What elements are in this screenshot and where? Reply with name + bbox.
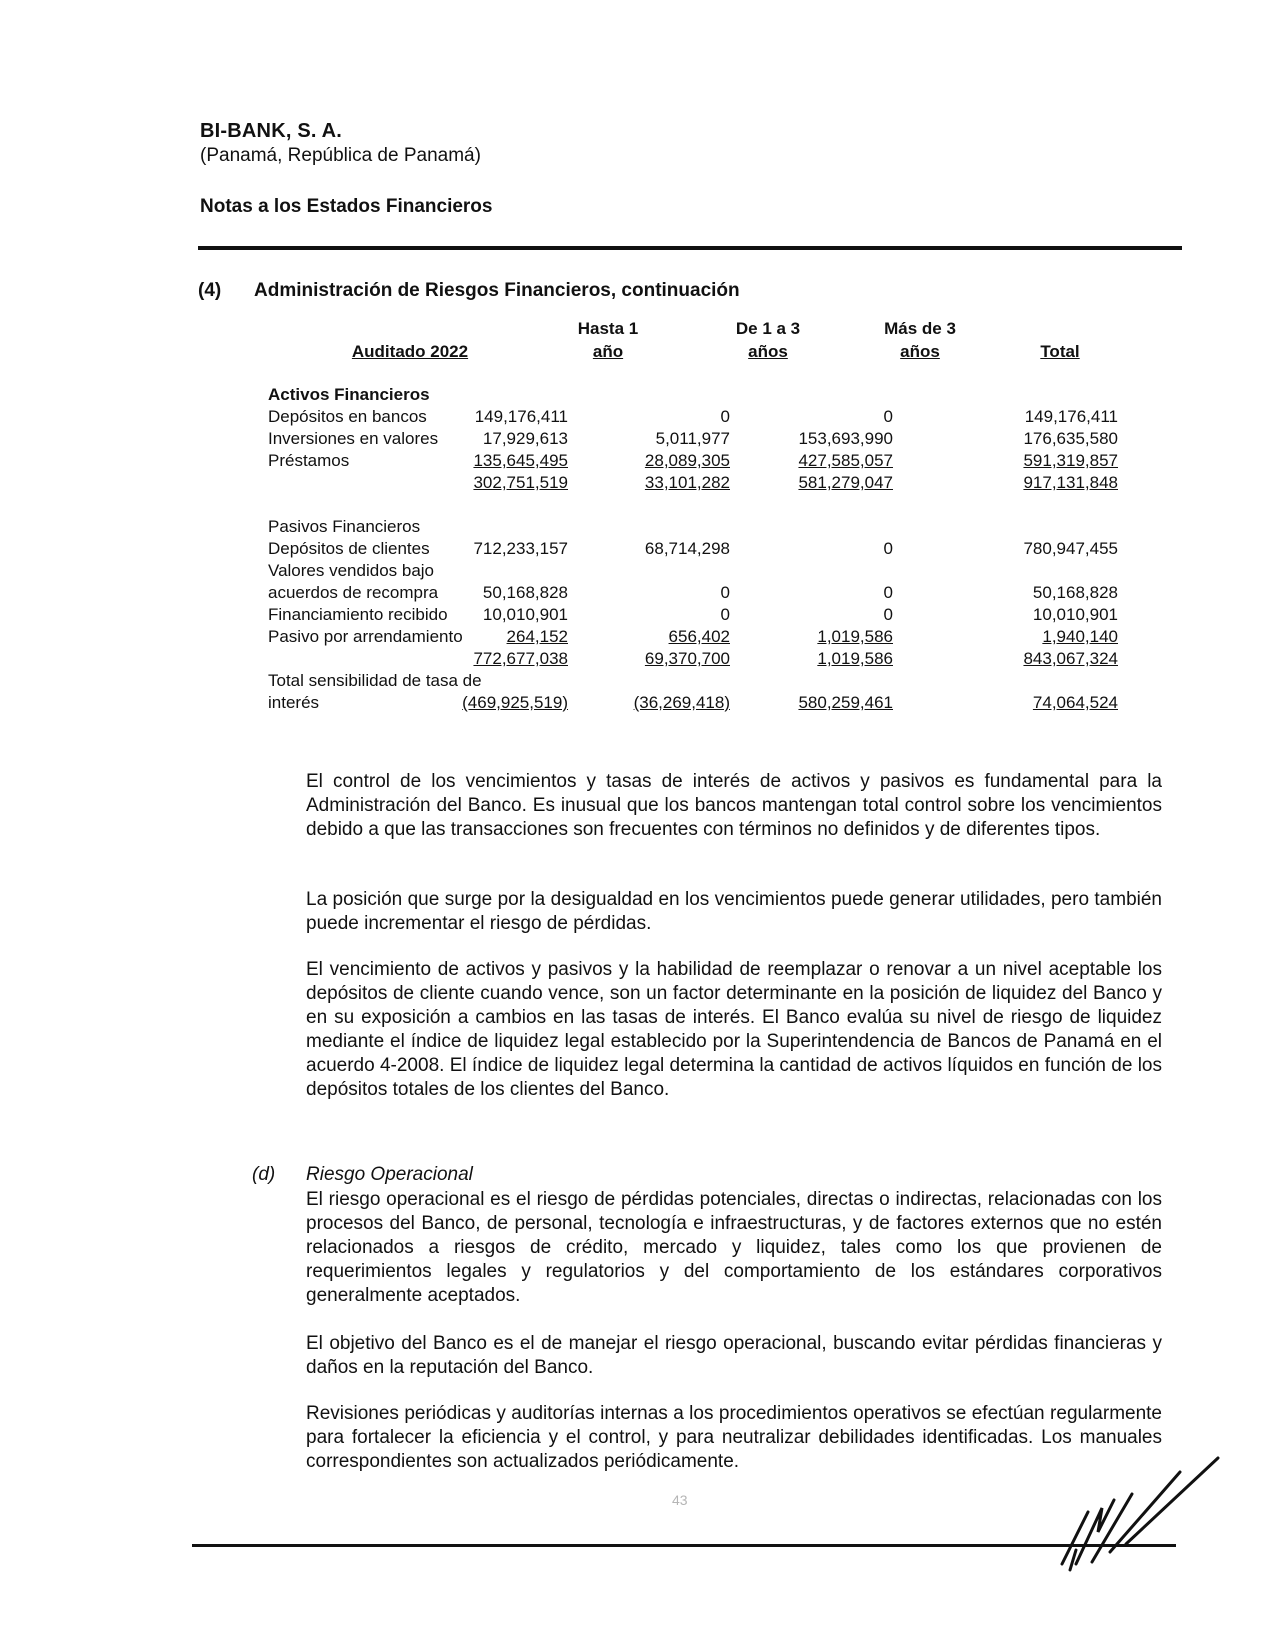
table-row: Valores vendidos bajo [268, 561, 435, 580]
signature-mark [1040, 1452, 1220, 1582]
paragraph-maturity-gap: La posición que surge por la desigualdad en los vencimientos puede generar utilidades, pero también puede incrementar el riesgo de pérdidas. [306, 889, 1162, 934]
table-row: acuerdos de recompra 50,168,828 0 0 50,168,828 [268, 583, 1118, 602]
column-header-1: Hasta 1 año [577, 319, 639, 361]
liabilities-subtotal-row: 772,677,038 69,370,700 1,019,586 843,067,324 [473, 649, 1118, 668]
assets-subtotal-row: 302,751,519 33,101,282 581,279,047 917,131,848 [473, 473, 1118, 492]
paragraph-maturity-control: El control de los vencimientos y tasas de interés de activos y pasivos es fundamental para la Administración del Banco. Es inusual que los bancos mantengan total control sobre los vencimientos debido a que las transacciones son frecuentes con términos no definidos y de diferentes tipos. [306, 771, 1162, 840]
header-divider [198, 246, 1182, 250]
company-name: BI-BANK, S. A. [200, 120, 343, 142]
table-row: Depósitos en bancos 149,176,411 0 0 149,176,411 [268, 407, 1118, 426]
column-header-4: Total [1040, 342, 1080, 361]
subsection-title: Riesgo Operacional [306, 1164, 473, 1185]
footer-divider [192, 1544, 1176, 1547]
table-row: Pasivo por arrendamiento 264,152 656,402 1,019,586 1,940,140 [268, 627, 1118, 646]
section-title: Administración de Riesgos Financieros, continuación [254, 280, 740, 301]
paragraph-reviews: Revisiones periódicas y auditorías internas a los procedimientos operativos se efectúan regularmente para fortalecer la eficiencia y el control, y para neutralizar debilidades identificadas. Los manuales correspondientes son actualizados periódicamente. [306, 1403, 1162, 1472]
page-number: 43 [672, 1492, 688, 1508]
table-row: Depósitos de clientes 712,233,157 68,714,298 0 780,947,455 [268, 539, 1118, 558]
table-row: Préstamos 135,645,495 28,089,305 427,585,057 591,319,857 [268, 451, 1118, 470]
subsection-letter: (d) [252, 1164, 276, 1185]
section-number: (4) [198, 280, 222, 301]
paragraph-operational-risk: El riesgo operacional es el riesgo de pérdidas potenciales, directas o indirectas, relacionadas con los procesos del Banco, de personal, tecnología e infraestructuras, y de factores externos que no estén relacionados a riesgos de crédito, mercado y liquidez, tales como los que provienen de requerimientos legales y regulatorios y del comportamiento de los estándares corporativos generalmente aceptados. [306, 1189, 1162, 1306]
paragraph-objective: El objetivo del Banco es el de manejar el riesgo operacional, buscando evitar pérdidas financieras y daños en la reputación del Banco. [306, 1333, 1162, 1378]
table-caption-label: Auditado 2022 [351, 342, 469, 361]
notes-title: Notas a los Estados Financieros [200, 196, 493, 217]
gap-label-row: Total sensibilidad de tasa de [268, 671, 482, 690]
table-row: Inversiones en valores 17,929,613 5,011,977 153,693,990 176,635,580 [268, 429, 1118, 448]
company-location: (Panamá, República de Panamá) [200, 145, 481, 166]
liabilities-heading-row [268, 515, 1168, 538]
column-header-3: Más de 3 años [884, 319, 956, 361]
table-caption [320, 340, 500, 363]
gap-total-row: interés (469,925,519) (36,269,418) 580,259,461 74,064,524 [268, 693, 1118, 712]
table-row: Financiamiento recibido 10,010,901 0 0 10,010,901 [268, 605, 1118, 624]
column-header-2: De 1 a 3 años [735, 319, 801, 361]
assets-heading-row [268, 383, 1168, 406]
liabilities-heading: Pasivos Financieros [268, 517, 421, 536]
assets-heading: Activos Financieros [268, 385, 430, 404]
paragraph-liquidity: El vencimiento de activos y pasivos y la habilidad de reemplazar o renovar a un nivel aceptable los depósitos de cliente cuando vence, son un factor determinante en la posición de liquidez del Banco y en su exposición a cambios en las tasas de interés. El Banco evalúa su nivel de riesgo de liquidez mediante el índice de liquidez legal establecido por la Superintendencia de Bancos de Panamá en el acuerdo 4-2008. El índice de liquidez legal determina la cantidad de activos líquidos en función de los depósitos totales de los clientes del Banco. [306, 959, 1162, 1100]
